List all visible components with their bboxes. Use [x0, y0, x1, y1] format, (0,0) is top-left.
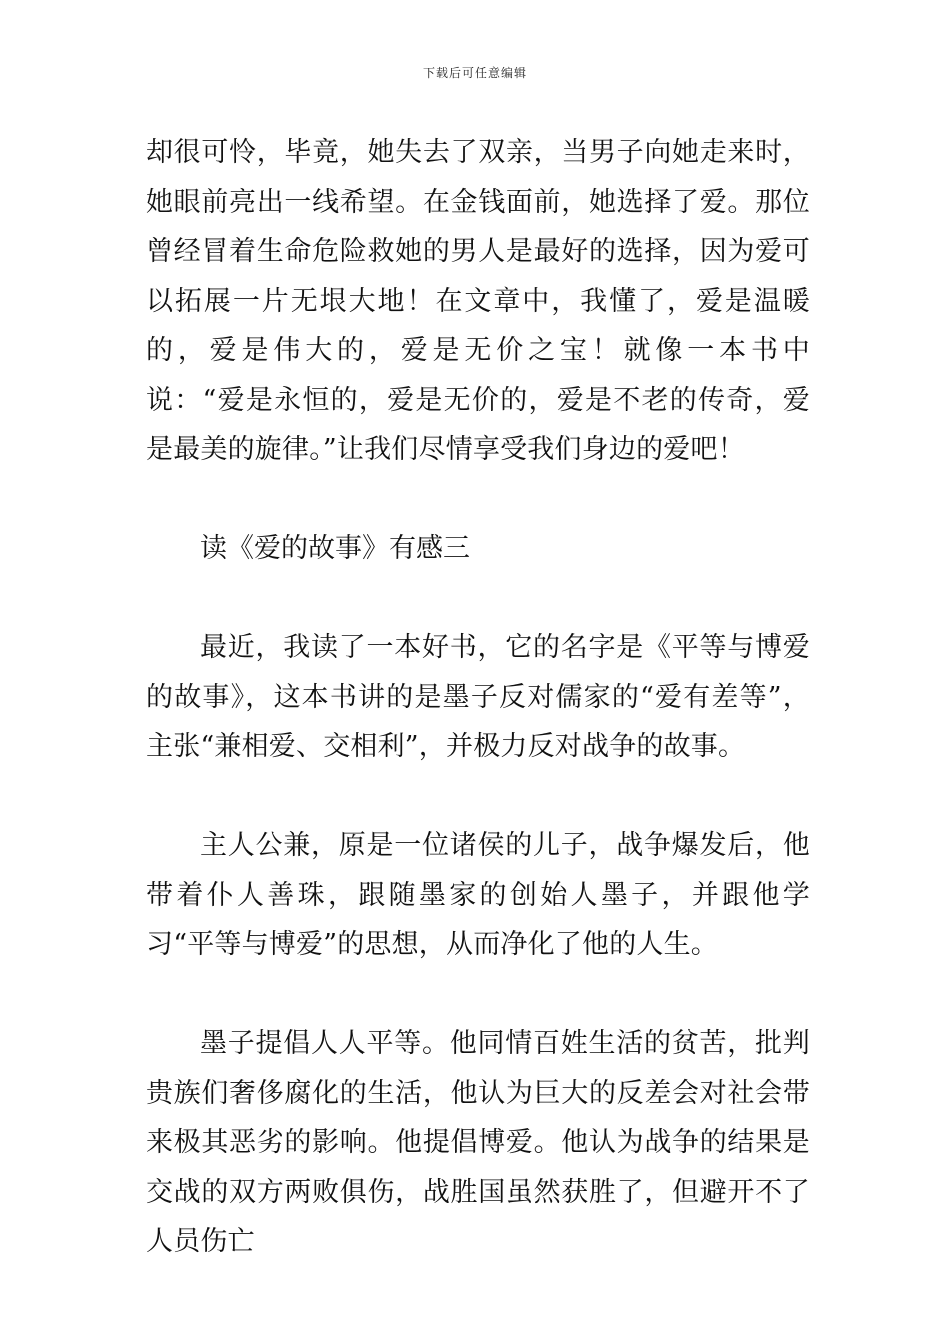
paragraph-gap: [146, 475, 810, 525]
paragraph-gap: [146, 574, 810, 624]
paragraph-gap: [146, 970, 810, 1020]
paragraph-mozi-ideas: 墨子提倡人人平等。他同情百姓生活的贫苦，批判贵族们奢侈腐化的生活，他认为巨大的反差会对社会带来极其恶劣的影响。他提倡博爱。他认为战争的结果是交战的双方两败俱伤，战胜国虽然获胜了，但避开不了人员伤亡: [146, 1028, 810, 1257]
paragraph-continued: 却很可怜，毕竟，她失去了双亲，当男子向她走来时，她眼前亮出一线希望。在金钱面前，她选择了爱。那位曾经冒着生命危险救她的男人是最好的选择，因为爱可以拓展一片无垠大地！在文章中，我懂了，爱是温暖的，爱是伟大的，爱是无价之宝！就像一本书中说：“爱是永恒的，爱是无价的，爱是不老的传奇，爱是最美的旋律。”让我们尽情享受我们身边的爱吧！: [146, 137, 810, 465]
paragraph-gap: [146, 772, 810, 822]
document-body: [146, 128, 810, 1267]
section-title: 读《爱的故事》有感三: [200, 533, 470, 564]
page-header: 下载后可任意编辑: [422, 66, 527, 80]
paragraph-protagonist: 主人公兼，原是一位诸侯的儿子，战争爆发后，他带着仆人善珠，跟随墨家的创始人墨子，并跟他学习“平等与博爱”的思想，从而净化了他的人生。: [146, 830, 810, 960]
paragraph-book-intro: 最近，我读了一本好书，它的名字是《平等与博爱的故事》，这本书讲的是墨子反对儒家的“爱有差等”，主张“兼相爱、交相利”，并极力反对战争的故事。: [146, 632, 810, 762]
